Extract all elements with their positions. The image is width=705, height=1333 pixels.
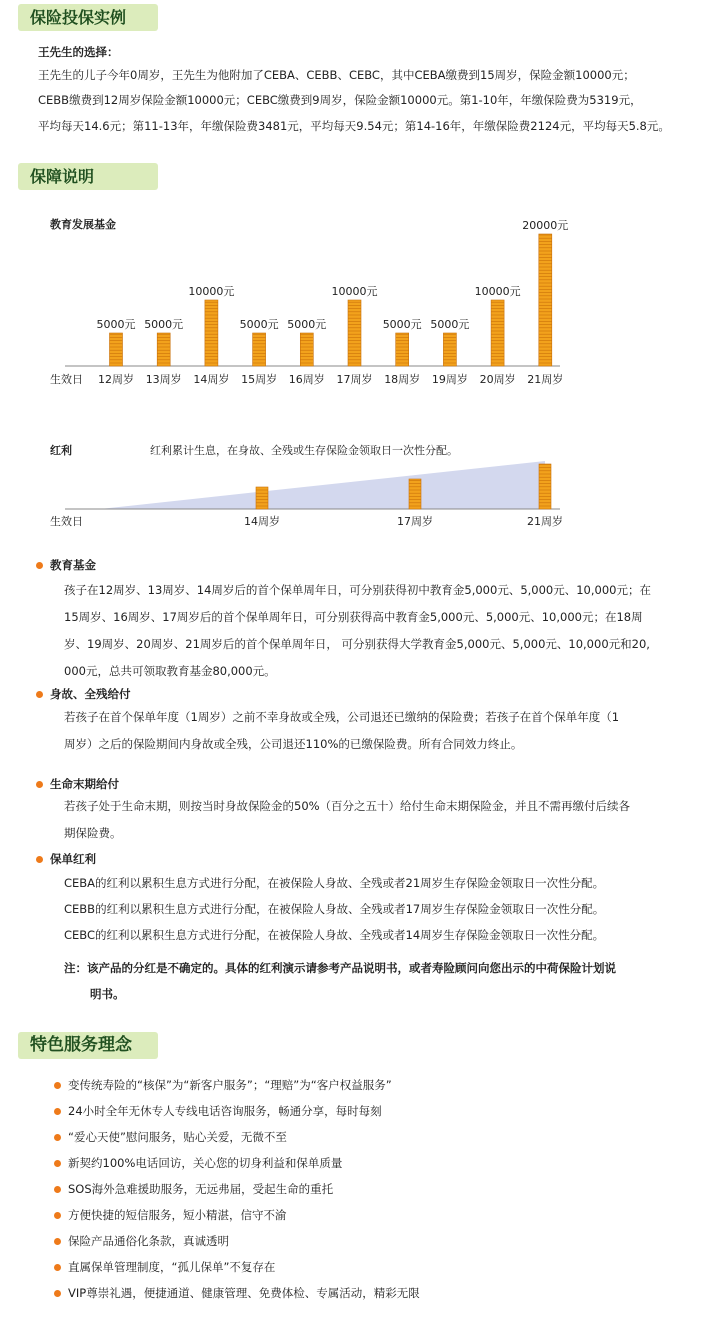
x-tick-label: 21周岁 bbox=[527, 373, 564, 386]
dividend-area bbox=[100, 461, 545, 509]
data-label: 20000元 bbox=[522, 219, 569, 232]
service-item: “爱心天使”慰问服务，贴心关爱，无微不至 bbox=[68, 1130, 287, 1144]
bar-17周岁 bbox=[348, 300, 361, 366]
section-title-example: 保险投保实例 bbox=[18, 4, 158, 31]
dividend-annotation: 红利累计生息，在身故、全残或生存保险金领取日一次性分配。 bbox=[150, 444, 458, 457]
data-label: 5000元 bbox=[239, 318, 279, 331]
benefit-body-terminal bbox=[64, 793, 694, 847]
section-title-coverage: 保障说明 bbox=[18, 163, 158, 190]
benefit-line: CEBC的红利以累积生息方式进行分配，在被保险人身故、全残或者14周岁生存保险金领取日一次性分配。 bbox=[64, 928, 605, 942]
benefit-title-dividend: 保单红利 bbox=[50, 852, 96, 866]
x-tick-label: 20周岁 bbox=[479, 373, 516, 386]
benefit-line: CEBB的红利以累积生息方式进行分配，在被保险人身故、全残或者17周岁生存保险金领取日一次性分配。 bbox=[64, 902, 605, 916]
x-tick-label: 14周岁 bbox=[244, 515, 280, 528]
data-label: 10000元 bbox=[474, 285, 521, 298]
benefit-title-education: 教育基金 bbox=[50, 558, 96, 572]
data-label: 5000元 bbox=[96, 318, 136, 331]
x-tick-label: 17周岁 bbox=[336, 373, 373, 386]
service-item: 新契约100%电话回访，关心您的切身利益和保单质量 bbox=[68, 1156, 343, 1170]
example-line-1: 王先生的儿子今年0周岁，王先生为他附加了CEBA、CEBB、CEBC，其中CEBA缴费到15周岁，保险金额10000元； bbox=[38, 68, 635, 82]
service-item: 保险产品通俗化条款，真诚透明 bbox=[68, 1234, 229, 1248]
benefit-title-death: 身故、全残给付 bbox=[50, 687, 131, 701]
x-tick-label: 15周岁 bbox=[241, 373, 278, 386]
benefit-body-dividend bbox=[64, 870, 694, 948]
x-tick-label: 14周岁 bbox=[193, 373, 230, 386]
service-item: SOS海外急难援助服务，无远弗届，受起生命的重托 bbox=[68, 1182, 334, 1196]
service-item: 方便快捷的短信服务，短小精湛，信守不渝 bbox=[68, 1208, 287, 1222]
benefit-line: 000元，总共可领取教育基金80,000元。 bbox=[64, 664, 276, 678]
bar-14周岁 bbox=[205, 300, 218, 366]
note-line-1: 注：该产品的分红是不确定的。具体的红利演示请参考产品说明书，或者寿险顾问向您出示的中荷保险计划说 bbox=[64, 961, 616, 975]
example-heading: 王先生的选择： bbox=[38, 45, 119, 59]
benefit-line: 岁、19周岁、20周岁、21周岁后的首个保单周年日， 可分别获得大学教育金5,000元、5,000元、10,000元和20, bbox=[64, 637, 650, 651]
bars-group bbox=[97, 219, 569, 386]
bar-16周岁 bbox=[300, 333, 313, 366]
dividend-chart bbox=[0, 432, 705, 532]
data-label: 10000元 bbox=[331, 285, 378, 298]
origin-label: 生效日 bbox=[50, 515, 83, 528]
benefit-body-death bbox=[64, 704, 694, 758]
origin-label: 生效日 bbox=[50, 373, 83, 386]
benefit-line: 孩子在12周岁、13周岁、14周岁后的首个保单周年日，可分别获得初中教育金5,000元、5,000元、10,000元；在 bbox=[64, 583, 651, 597]
example-line-3: 平均每天14.6元；第11-13年，年缴保险费3481元，平均每天9.54元；第14-16年，年缴保险费2124元，平均每天5.8元。 bbox=[38, 119, 670, 133]
data-label: 10000元 bbox=[188, 285, 235, 298]
x-tick-label: 18周岁 bbox=[384, 373, 421, 386]
data-label: 5000元 bbox=[287, 318, 327, 331]
x-tick-label: 12周岁 bbox=[98, 373, 134, 386]
bar-18周岁 bbox=[396, 333, 409, 366]
benefit-title-terminal: 生命末期给付 bbox=[50, 777, 119, 791]
bar-21周岁 bbox=[539, 234, 552, 366]
x-tick-label: 21周岁 bbox=[527, 515, 563, 528]
data-label: 5000元 bbox=[430, 318, 470, 331]
x-tick-label: 16周岁 bbox=[288, 373, 325, 386]
x-tick-label: 13周岁 bbox=[145, 373, 182, 386]
section-title-service: 特色服务理念 bbox=[18, 1032, 158, 1059]
benefit-line: 若孩子处于生命末期，则按当时身故保险金的50%（百分之五十）给付生命末期保险金，并且不需再缴付后续各 bbox=[64, 799, 631, 813]
note-line-2: 明书。 bbox=[90, 987, 125, 1001]
chart-title: 教育发展基金 bbox=[50, 218, 116, 231]
service-item: 直属保单管理制度，“孤儿保单”不复存在 bbox=[68, 1260, 276, 1274]
example-line-2: CEBB缴费到12周岁保险金额10000元；CEBC缴费到9周岁，保险金额10000元。第1-10年，年缴保险费为5319元， bbox=[38, 93, 642, 107]
bar-12周岁 bbox=[110, 333, 123, 366]
data-label: 5000元 bbox=[382, 318, 422, 331]
data-label: 5000元 bbox=[144, 318, 184, 331]
benefit-line: 若孩子在首个保单年度（1周岁）之前不幸身故或全残，公司退还已缴纳的保险费；若孩子在首个保单年度（1 bbox=[64, 710, 620, 724]
benefit-line: 15周岁、16周岁、17周岁后的首个保单周年日，可分别获得高中教育金5,000元、5,000元、10,000元；在18周 bbox=[64, 610, 643, 624]
x-tick-label: 17周岁 bbox=[397, 515, 433, 528]
bar-20周岁 bbox=[491, 300, 504, 366]
x-tick-label: 19周岁 bbox=[431, 373, 468, 386]
benefit-line: CEBA的红利以累积生息方式进行分配，在被保险人身故、全残或者21周岁生存保险金领取日一次性分配。 bbox=[64, 876, 605, 890]
bar-13周岁 bbox=[157, 333, 170, 366]
benefit-line: 周岁）之后的保险期间内身故或全残，公司退还110%的已缴保险费。所有合同效力终止。 bbox=[64, 737, 523, 751]
bar-19周岁 bbox=[443, 333, 456, 366]
chart-title: 红利 bbox=[50, 444, 72, 457]
service-item: 变传统寿险的“核保”为“新客户服务”；“理赔”为“客户权益服务” bbox=[68, 1078, 392, 1092]
education-fund-chart bbox=[0, 200, 705, 400]
service-item: VIP尊崇礼遇，便捷通道、健康管理、免费体检、专属活动，精彩无限 bbox=[68, 1286, 420, 1300]
benefit-body-education bbox=[64, 577, 694, 685]
bar-15周岁 bbox=[253, 333, 266, 366]
benefit-line: 期保险费。 bbox=[64, 826, 122, 840]
service-item: 24小时全年无休专人专线电话咨询服务，畅通分享，每时每刻 bbox=[68, 1104, 382, 1118]
